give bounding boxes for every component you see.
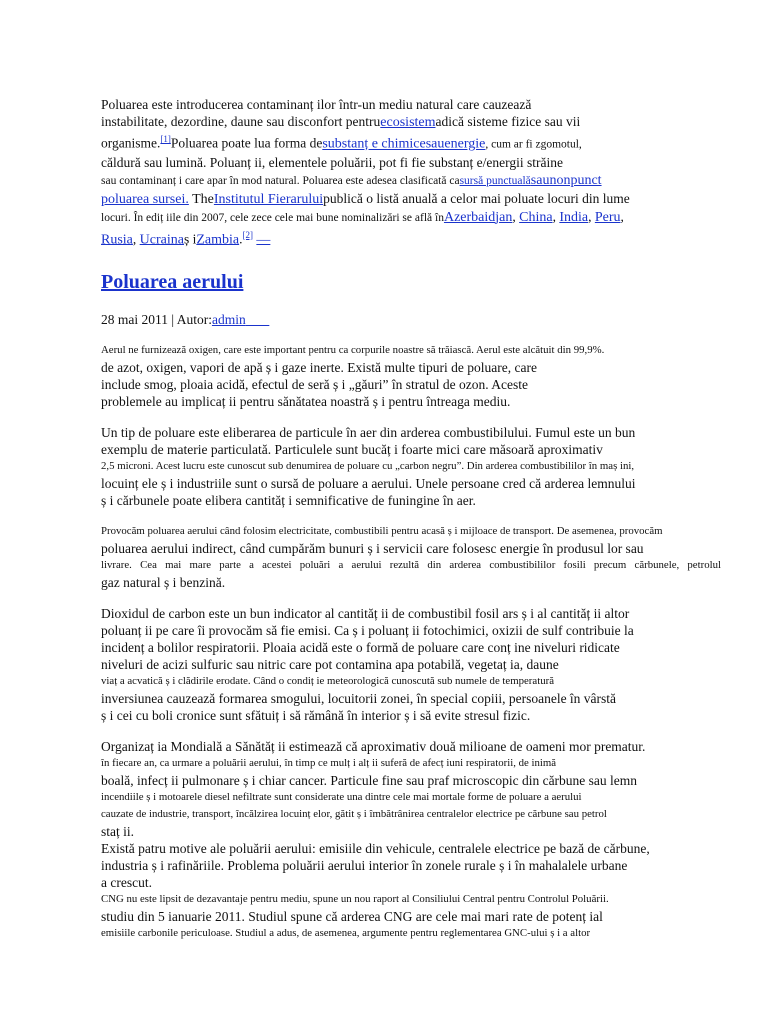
text-line: inversiunea cauzează formarea smogului, locuitorii zonei, în special copiii, persoanele în vârstă [101,691,617,706]
link-dash[interactable]: — [256,232,271,247]
link-ecosistem[interactable]: ecosistem [380,115,436,130]
paragraph-1 [101,342,721,410]
text-line: ș i cei cu boli cronice sunt sfătuiț i să rămână în interior ș i să evite stresul fizic. [101,708,531,723]
article-meta [101,312,721,328]
intro-line: The [188,191,214,207]
link-sau[interactable]: sau [425,136,445,152]
text-line: exemplu de materie particulată. Particulele sunt bucăț i foarte mici care măsoară aproximativ [101,442,603,457]
text-line: 2,5 microni. Acest lucru este cunoscut sub denumirea de poluare cu „carbon negru”. Din arderea combustibililor în maș ini, [101,460,635,472]
text-line: poluanț ii pe care îi provocăm să fie emisi. Ca ș i poluanț ii fotochimici, oxizii de sulf contribuie la [101,623,634,638]
intro-line: Poluarea poate lua forma de [170,135,323,151]
text-line: incendiile ș i motoarele diesel nefiltrate sunt considerate una dintre cele mai mortale forme de poluare a aerului [101,791,582,803]
text-line: problemele au implicaț ii pentru sănătatea noastră ș i pentru întreaga mediu. [101,394,511,409]
intro-line: căldură sau lumină. Poluanț ii, elementele poluării, pot fi fie substanț e/energii străine [101,154,563,170]
text-line: Există patru motive ale poluării aerului: emisiile din vehicule, centralele electrice pe bază de cărbune, [101,841,650,856]
text-line: poluarea aerului indirect, când cumpărăm bunuri ș i servicii care folosesc energie în produsul lor sau [101,541,644,556]
link-sursa-punctuala[interactable]: sursă punctuală [459,174,531,187]
link-azerbaidjan[interactable]: Azerbaidjan [443,209,513,225]
intro-line: instabilitate, dezordine, daune sau disconfort pentru [101,114,381,129]
text-line: Provocăm poluarea aerului când folosim electricitate, combustibili pentru acasă ș i mijloace de transport. De asemenea, provocăm [101,525,663,537]
link-substante-chimice[interactable]: substanț e chimice [322,136,426,152]
text-line: studiu din 5 ianuarie 2011. Studiul spune că arderea CNG are cele mai mari rate de potenț ial [101,909,603,924]
paragraph-5 [101,738,721,942]
intro-line: ș i [183,231,197,246]
text-line: staț ii. [101,824,134,839]
text-line: Aerul ne furnizează oxigen, care este important pentru ca corpurile noastre să trăiască. Aerul este alcătuit din 99,9%. [101,344,605,356]
text-line: ș i cărbunele poate elibera cantităț i semnificative de funingine în aer. [101,493,476,508]
text-line: CNG nu este lipsit de dezavantaje pentru mediu, spune un nou raport al Consiliului Central pentru Controlul Poluării. [101,893,609,905]
intro-line: adică sisteme fizice sau vii [435,114,581,129]
text-line: livrare. Cea mai mare parte a acestei poluări a aerului rezultă din arderea combustibililor fosili precum cărbunele, petrolul [101,559,721,571]
intro-line: sau contaminanț i care apar în mod natural. Poluarea este adesea clasificată ca [101,174,460,187]
article-title[interactable]: Poluarea aerului [101,271,244,293]
link-nonpunct[interactable]: nonpunct [549,172,602,188]
text-line: Dioxidul de carbon este un bun indicator al cantităț ii de combustibil fosil ars ș i al cantităț ii altor [101,606,630,621]
text-line: Organizaț ia Mondială a Sănătăț ii estimează că aproximativ două milioane de oameni mor prematur. [101,739,646,754]
paragraph-2 [101,424,721,509]
intro-paragraph: Poluarea este introducerea contaminanț ilor într-un mediu natural care cauzează instabilitate, dezordine, daune sau disconfort pentruecosistemadică sisteme fizice sau vii organisme.[1]Poluarea poate lua forma desubstanț e chimicesauenergie, cum ar fi zgomotul, căldură sau lumină. Poluanț ii, elementele poluării, pot fi fie substanț e/energii străine sau contaminanț i care apar în mod natural. Poluarea este adesea clasificată casursă punctualăsaunonpunct poluarea sursei. TheInstitutul Fieraruluipublică o listă anuală a celor mai poluate locuri din lume locuri. În ediț iile din 2007, cele zece cele mai bune nominalizări se află înAzerbaidjan, China, India, Peru, Rusia, Ucrainaș iZambia.[2] — [101,97,630,247]
article-date: 28 mai 2011 | Autor: [101,312,212,327]
text-line: gaz natural ș i benzină. [101,575,226,590]
link-china[interactable]: China [519,209,553,225]
paragraph-4 [101,605,721,724]
text-line: viaț a acvatică ș i clădirile erodate. Când o condiț ie meteorologică cunoscută sub numele de temperatură [101,675,554,687]
document-page [101,96,721,956]
text-line: cauzate de industrie, transport, încălzirea locuinț elor, gătit ș i îmbătrânirea centralelor electrice pe cărbune sau petrol [101,808,607,820]
link-institutul-fierarului[interactable]: Institutul Fierarului [213,191,324,207]
text-line: de azot, oxigen, vapori de apă ș i gaze inerte. Există multe tipuri de poluare, care [101,360,537,375]
intro-line: publică o listă anuală a celor mai poluate locuri din lume [323,190,630,206]
intro-line: organisme. [101,135,161,151]
link-india[interactable]: India [559,209,589,225]
intro-line: , cum ar fi zgomotul, [485,138,582,151]
text-line: include smog, ploaia acidă, efectul de seră ș i „găuri” în stratul de ozon. Aceste [101,377,528,392]
text-line: a crescut. [101,875,152,890]
text-line: niveluri de acizi sulfuric sau nitric care pot contamina apa potabilă, vegetaț ia, daune [101,657,559,672]
text-line: locuinț ele ș i industriile sunt o sursă de poluare a aerului. Unele persoane cred că arderea lemnului [101,476,636,491]
link-peru[interactable]: Peru [594,209,621,225]
footnote-link-2[interactable]: [2] [242,229,253,240]
paragraph-3 [101,523,721,591]
text-line: incidenț a bolilor respiratorii. Ploaia acidă este o formă de poluare care conț ine niveluri ridicate [101,640,620,655]
text-line: industria ș i rafinăriile. Problema poluării aerului interior în zonele rurale ș i în mahalalele urbane [101,858,628,873]
link-ucraina[interactable]: Ucraina [139,232,184,247]
text-line: în fiecare an, ca urmare a poluării aerului, în timp ce mulț i alț ii suferă de afecț iuni respiratorii, de inimă [101,757,557,769]
text-line: Un tip de poluare este eliberarea de particule în aer din arderea combustibilului. Fumul este un bun [101,425,636,440]
intro-line: locuri. În ediț iile din 2007, cele zece cele mai bune nominalizări se află în [101,211,444,224]
link-poluarea-sursei[interactable]: poluarea sursei. [101,191,189,207]
link-energie[interactable]: energie [444,136,486,152]
footnote-link-1[interactable]: [1] [160,134,171,144]
text-line: emisiile carbonile periculoase. Studiul a adus, de asemenea, argumente pentru reglementarea GNC-ului ș i a altor [101,927,591,939]
link-zambia[interactable]: Zambia [196,232,240,247]
author-link[interactable]: admin [211,312,246,327]
text-line: boală, infecț ii pulmonare ș i chiar cancer. Particule fine sau praf microscopic din cărbune sau lemn [101,773,638,788]
intro-line: Poluarea este introducerea contaminanț ilor într-un mediu natural care cauzează [101,97,532,112]
link-sau-2[interactable]: sau [530,172,550,188]
link-rusia[interactable]: Rusia [101,232,133,247]
